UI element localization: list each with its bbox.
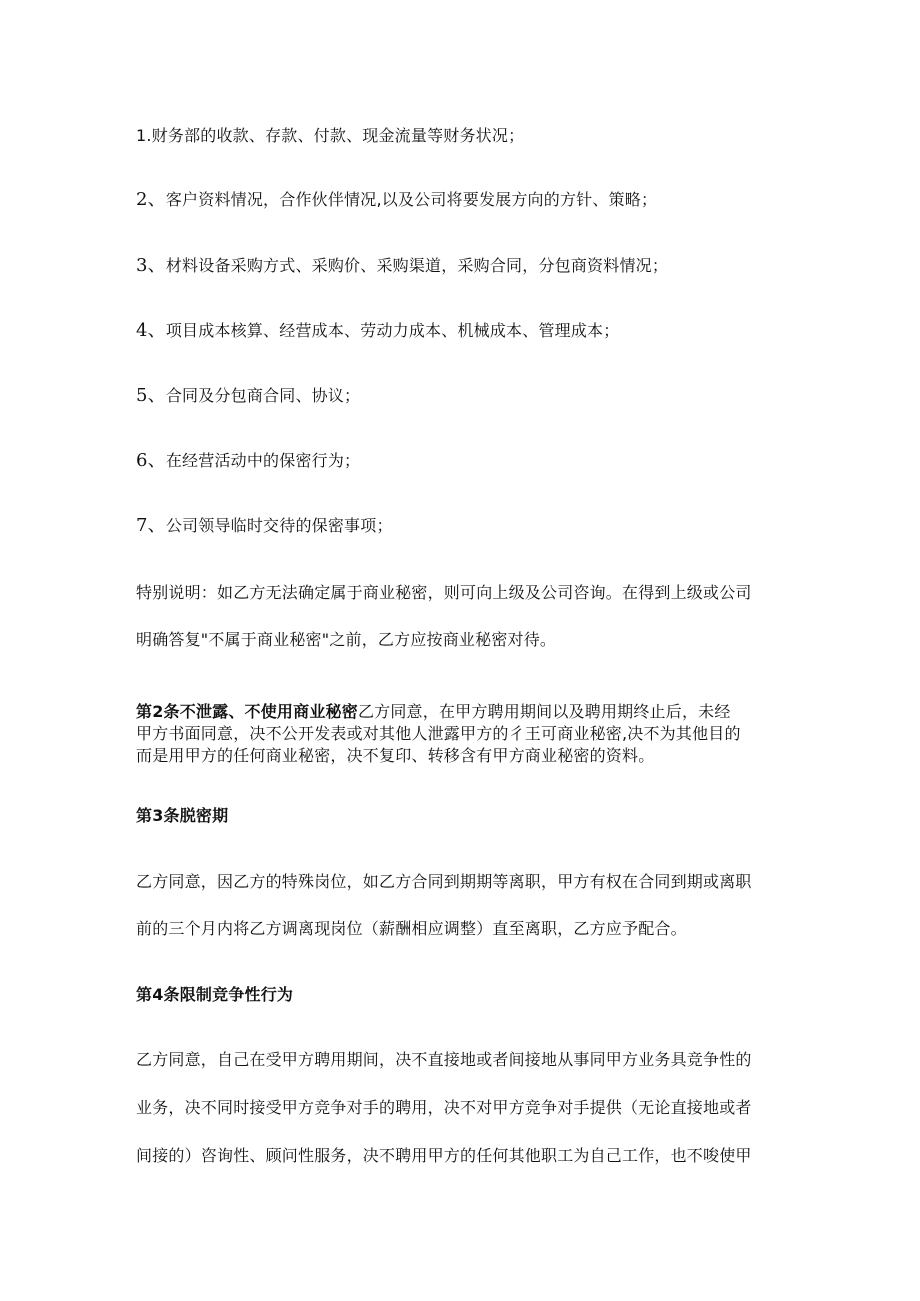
list-number: 3、 xyxy=(136,255,166,276)
article-3-heading: 第3条脱密期 xyxy=(136,806,229,825)
list-text: 财务部的收款、存款、付款、现金流量等财务状况； xyxy=(151,126,525,145)
article-2-paragraph-line-3: 而是用甲方的任何商业秘密，决不复印、转移含有甲方商业秘密的资料。 xyxy=(136,746,655,765)
list-item-3 xyxy=(136,256,668,276)
article-4-heading: 第4条限制竞争性行为 xyxy=(136,985,294,1004)
list-text: 公司领导临时交待的保密事项； xyxy=(165,516,393,535)
list-text: 项目成本核算、经营成本、劳动力成本、机械成本、管理成本； xyxy=(165,321,620,340)
list-number: 5、 xyxy=(136,385,166,406)
list-item-6 xyxy=(136,451,360,471)
list-item-2 xyxy=(136,190,657,210)
article-4-line-2: 业务，决不同时接受甲方竞争对手的聘用，决不对甲方竞争对手提供（无论直接地或者 xyxy=(136,1098,752,1117)
list-item-4 xyxy=(136,321,619,341)
article-2-heading: 第2条不泄露、不使用商业秘密 xyxy=(136,702,358,721)
article-4-line-3: 间接的）咨询性、顾问性服务，决不聘用甲方的任何其他职工为自己工作，也不唆使甲 xyxy=(136,1146,752,1165)
article-2-text: 乙方同意，在甲方聘用期间以及聘用期终止后，未经 xyxy=(357,702,731,721)
list-number: 4、 xyxy=(136,320,166,341)
article-2-paragraph-line-2: 甲方书面同意，决不公开发表或对其他人泄露甲方的彳王可商业秘密,决不为其他目的 xyxy=(136,724,741,743)
special-note-line-1: 特别说明：如乙方无法确定属于商业秘密，则可向上级及公司咨询。在得到上级或公司 xyxy=(136,583,752,602)
list-text: 在经营活动中的保密行为； xyxy=(165,451,361,470)
article-3-line-1: 乙方同意，因乙方的特殊岗位，如乙方合同到期期等离职，甲方有权在合同到期或离职 xyxy=(136,872,752,891)
list-number: 2、 xyxy=(136,189,166,210)
list-text: 材料设备采购方式、采购价、采购渠道，采购合同，分包商资料情况； xyxy=(165,256,669,275)
list-item-1 xyxy=(136,126,524,146)
list-number: 1. xyxy=(136,126,152,145)
list-number: 7、 xyxy=(136,515,166,536)
list-number: 6、 xyxy=(136,450,166,471)
list-text: 客户资料情况，合作伙伴情况,以及公司将要发展方向的方针、策略； xyxy=(165,190,658,209)
list-item-7 xyxy=(136,516,393,536)
list-item-5 xyxy=(136,386,360,406)
list-text: 合同及分包商合同、协议； xyxy=(165,386,361,405)
special-note-line-2: 明确答复"不属于商业秘密"之前，乙方应按商业秘密对待。 xyxy=(136,630,557,649)
article-3-line-2: 前的三个月内将乙方调离现岗位（薪酬相应调整）直至离职，乙方应予配合。 xyxy=(136,919,687,938)
article-4-line-1: 乙方同意，自己在受甲方聘用期间，决不直接地或者间接地从事同甲方业务具竞争性的 xyxy=(136,1050,752,1069)
article-2-paragraph-line-1 xyxy=(136,702,731,722)
